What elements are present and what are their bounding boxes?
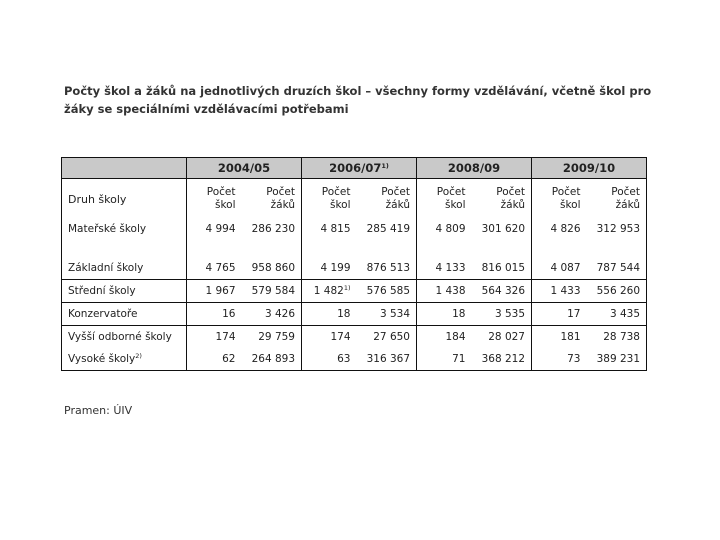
pupils-subheader: Počet žáků bbox=[266, 186, 295, 211]
cell-value: 62 bbox=[187, 348, 242, 371]
cell-value: 18 bbox=[302, 303, 357, 326]
cell-value: 71 bbox=[417, 348, 472, 371]
cell-value: 174 bbox=[187, 326, 242, 349]
row-label: Vysoké školy$^{2)}$ bbox=[62, 348, 187, 371]
cell-value: 4 133 bbox=[417, 257, 472, 280]
corner-cell bbox=[62, 158, 187, 179]
table-title: Počty škol a žáků na jednotlivých druzích škol – všechny formy vzdělávání, včetně škol pro žáky se speciálními vzdělávacími potřebami bbox=[64, 84, 652, 116]
cell-value: 316 367 bbox=[357, 348, 417, 371]
row-label: Vyšší odborné školy bbox=[62, 326, 187, 349]
schools-subheader: Počet škol bbox=[187, 179, 242, 220]
cell-value: 958 860 bbox=[251, 262, 295, 274]
year-header: 2008/09 bbox=[417, 158, 532, 179]
cell-value: 28 027 bbox=[472, 326, 532, 349]
cell-value: 389 231 bbox=[587, 348, 647, 371]
cell-value: 1 482$^{1)}$ bbox=[302, 280, 357, 303]
cell-value: 3 426 bbox=[242, 303, 302, 326]
cell-value: 4 765 bbox=[187, 257, 242, 280]
pupils-subheader: Počet žáků bbox=[587, 179, 647, 220]
schools-subheader: Počet škol bbox=[417, 179, 472, 220]
cell-value: 4 199 bbox=[302, 257, 357, 280]
row-header-label: Druh školy bbox=[62, 179, 187, 220]
cell-value: 3 534 bbox=[357, 303, 417, 326]
cell-value: 576 585 bbox=[357, 280, 417, 303]
sub-header-row bbox=[62, 179, 647, 220]
year-header: 2006/07$^{1)}$ bbox=[302, 158, 417, 179]
cell-value: 4 826 bbox=[532, 219, 587, 257]
row-label: Mateřské školy bbox=[62, 219, 187, 257]
cell-value: 4 994 bbox=[187, 219, 242, 257]
table-row bbox=[62, 219, 647, 257]
table-row bbox=[62, 326, 647, 349]
year-header-row bbox=[62, 158, 647, 179]
schools-subheader: Počet škol bbox=[302, 179, 357, 220]
cell-value: 4 815 bbox=[302, 219, 357, 257]
pupils-subheader: Počet žáků bbox=[496, 186, 525, 211]
cell-value: 73 bbox=[532, 348, 587, 371]
table-row bbox=[62, 303, 647, 326]
cell-value: 556 260 bbox=[587, 280, 647, 303]
cell-value: 787 544 bbox=[587, 257, 647, 280]
cell-value: 18 bbox=[417, 303, 472, 326]
cell-value: 181 bbox=[532, 326, 587, 349]
pupils-subheader: Počet žáků bbox=[381, 186, 410, 211]
cell-value: 63 bbox=[302, 348, 357, 371]
cell-value: 816 015 bbox=[481, 262, 525, 274]
cell-value: 1 438 bbox=[417, 280, 472, 303]
cell-value: 174 bbox=[302, 326, 357, 349]
cell-value: 16 bbox=[187, 303, 242, 326]
cell-value: 564 326 bbox=[472, 280, 532, 303]
row-label: Základní školy bbox=[62, 257, 187, 280]
row-label: Konzervatoře bbox=[62, 303, 187, 326]
cell-value: 368 212 bbox=[472, 348, 532, 371]
cell-value: 28 738 bbox=[587, 326, 647, 349]
cell-value: 286 230 bbox=[251, 223, 295, 235]
table-row bbox=[62, 280, 647, 303]
cell-value: 264 893 bbox=[242, 348, 302, 371]
cell-value: 285 419 bbox=[366, 223, 410, 235]
cell-value: 3 435 bbox=[587, 303, 647, 326]
cell-value: 4 087 bbox=[532, 257, 587, 280]
row-label: Střední školy bbox=[62, 280, 187, 303]
schools-subheader: Počet škol bbox=[532, 179, 587, 220]
table-row bbox=[62, 348, 647, 371]
cell-value: 27 650 bbox=[357, 326, 417, 349]
schools-table bbox=[61, 157, 647, 371]
year-header: 2004/05 bbox=[187, 158, 302, 179]
cell-value: 29 759 bbox=[242, 326, 302, 349]
source-note: Pramen: ÚIV bbox=[64, 404, 133, 417]
cell-value: 579 584 bbox=[242, 280, 302, 303]
cell-value: 184 bbox=[417, 326, 472, 349]
cell-value: 1 433 bbox=[532, 280, 587, 303]
cell-value: 1 967 bbox=[187, 280, 242, 303]
cell-value: 4 809 bbox=[417, 219, 472, 257]
table-row bbox=[62, 257, 647, 280]
cell-value: 876 513 bbox=[366, 262, 410, 274]
cell-value: 3 535 bbox=[472, 303, 532, 326]
year-header: 2009/10 bbox=[532, 158, 647, 179]
cell-value: 17 bbox=[532, 303, 587, 326]
cell-value: 312 953 bbox=[587, 219, 647, 257]
cell-value: 301 620 bbox=[481, 223, 525, 235]
